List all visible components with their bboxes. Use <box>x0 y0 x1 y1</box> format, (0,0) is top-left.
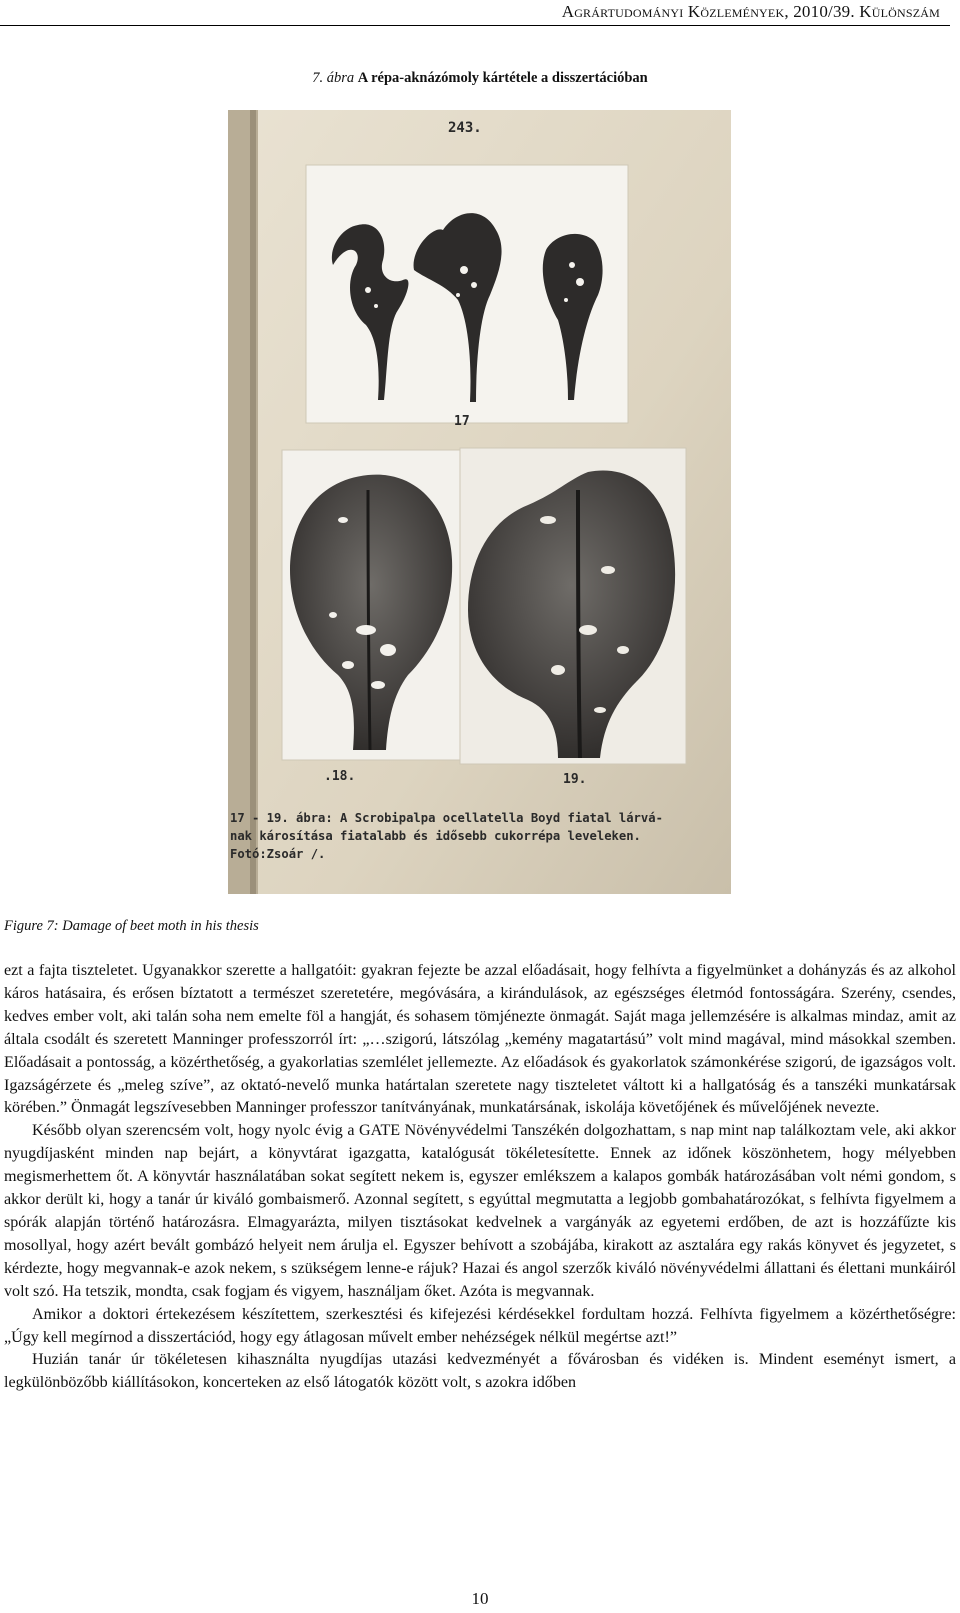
figure-caption-hungarian <box>0 70 960 87</box>
photo-label-17: 17 <box>454 414 470 429</box>
figure-title: A répa-aknázómoly kártétele a disszertációban <box>357 70 648 86</box>
body-text <box>4 960 956 1395</box>
thesis-page-photo <box>228 110 731 894</box>
figure-number: 7. ábra <box>312 70 355 86</box>
photo-label-18: .18. <box>324 769 356 784</box>
photo-label-19: 19. <box>563 772 587 787</box>
page-number-label: 243. <box>448 120 482 136</box>
photo-17-leaves <box>306 165 628 429</box>
page-number: 10 <box>471 1589 489 1608</box>
typed-caption-line-3: Fotó:Zsoár /. <box>230 847 326 861</box>
header-rule <box>0 25 950 26</box>
paragraph-2: Később olyan szerencsém volt, hogy nyolc évig a GATE Növényvédelmi Tanszékén dolgozhattam, s nap mint nap találkoztam vele, aki akkor nyugdíjasként minden nap bejárt, a könyvtárat igazgatta, katalógusát tökéletesítette. Ennek az időnek köszönhetem, hogy mélyebben megismerhettem őt. A könyvtár használatában sokat segített nekem is, egyszer emlékszem a kalapos gombák határozásában volt némi gondom, s akkor derült ki, hogy a tanár úr kiváló gombaismerő. Azonnal segített, s egyúttal megmutatta a legjobb gombahatározókat, s felhívta figyelmem a spórák alapján történő határozásra. Elmagyarázta, milyen tisztásokat kedvelnek a vargányák az egyetemi erdőben, de azt is hozzáfűzte kis mosollyal, hogy azért bevált gombázó helyeit nem árulja el. Egyszer behívott a szobájába, kirakott az asztalára egy rakás könyvet és jegyzetet, s kérdezte, hogy megvannak-e azok nekem, s szükségem lenne-e rájuk? Hazai és angol szerzők kiváló növényvédelmi állattani és élettani munkáiról volt szó. Ha tetszik, mondta, csak fogjam és vigyem, használjam őket. Azóta is megvannak. <box>4 1122 956 1300</box>
figure-caption-english: Figure 7: Damage of beet moth in his thesis <box>4 918 259 934</box>
paragraph-4: Huzián tanár úr tökéletesen kihasználta nyugdíjas utazási kedvezményét a fővárosban és vidéken is. Mindent eseményt ismert, a legkülönbözőbb kiállításokon, koncerteken az első látogatók között volt, s azokra időben <box>4 1351 956 1392</box>
paragraph-3: Amikor a doktori értekezésem készítettem, szerkesztési és kifejezési kérdésekkel fordultam hozzá. Felhívta figyelmem a közérthetőségre: „Úgy kell megírnod a disszertációd, hogy egy átlagosan művelt ember nehézségek nélkül megértse azt!” <box>4 1305 956 1346</box>
photo-19-leaf <box>460 448 686 787</box>
paragraph-1: ezt a fajta tiszteletet. Ugyanakkor szerette a hallgatóit: gyakran fejezte be azzal előadásait, hogy felhívta a figyelmünket a dohányzás és az alkohol káros hatásaira, és erősen bíztatott a természet szeretetére, megóvására, a kirándulások, az egészséges életmód fontosságára. Szerény, csendes, kedves ember volt, aki talán soha nem emelte föl a hangját, és sohasem tömjénezte önmagát. Saját maga jellemzésére is alkalmas mindaz, amit az általa csodált és szeretett Manninger professzorról írt: „…szigorú, látszólag „kemény magatartású” volt mind magával, mind másokkal szemben. Előadásait a pontosság, a közérthetőség, a gyakorlatias szemlélet jellemezte. Az előadások és gyakorlatok számonkérése szigorú, de igazságos volt. Igazságérzete és „meleg szíve”, az oktató-nevelő munka határtalan szeretete nagy tiszteletet váltott ki a hallgatóság és a tanszéki munkatársak körében.” Önmagát legszívesebben Manninger professzor tanítványának, munkatársának, iskolája követőjének és művelőjének nevezte. <box>4 962 956 1117</box>
typed-caption-line-1: 17 - 19. ábra: A Scrobipalpa ocellatella Boyd fiatal lárvá- <box>230 811 663 825</box>
running-header: Agrártudományi Közlemények, 2010/39. Különszám <box>561 2 940 21</box>
photo-18-leaf <box>282 450 464 784</box>
typed-caption-line-2: nak károsítása fiatalabb és idősebb cukorrépa leveleken. <box>230 829 641 843</box>
